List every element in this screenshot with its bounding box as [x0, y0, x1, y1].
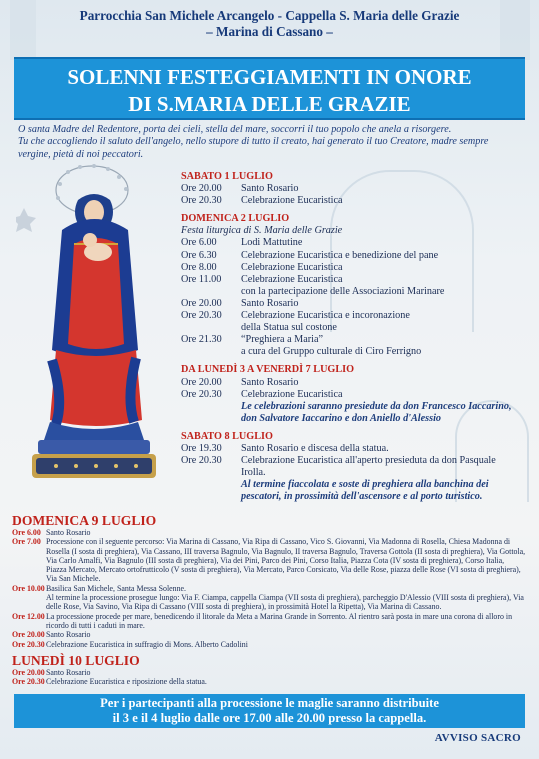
schedule-row [12, 528, 526, 537]
time: Ore 6.30 [181, 249, 217, 261]
schedule-row [181, 286, 521, 298]
schedule-row [12, 630, 526, 639]
section-title: LUNEDÌ 10 LUGLIO [12, 652, 140, 668]
time: Ore 20.30 [12, 639, 45, 649]
time: Ore 21.30 [181, 334, 222, 346]
star-icon [16, 208, 36, 232]
intro-line: O santa Madre del Redentore, porta dei cieli, stella del mare, soccorri il tuo popolo che anela a risorgere. [18, 124, 452, 135]
time [181, 322, 241, 334]
time [12, 593, 46, 612]
time: Ore 20.00 [181, 183, 222, 195]
time [181, 346, 241, 358]
schedule-row [181, 334, 521, 346]
event: a cura del Gruppo culturale di Ciro Ferrigno [241, 346, 422, 358]
event: della Statua sul costone [241, 322, 337, 334]
event: Santo Rosario e discesa della statua. [241, 442, 389, 454]
event: Celebrazione Eucaristica [241, 195, 343, 207]
section-title: SABATO 8 LUGLIO [181, 430, 273, 442]
intro-prayer [18, 124, 523, 161]
event: Processione con il seguente percorso: Via Marina di Cassano, Via Ripa di Cassano, Vico S. Giovanni, Via Madonna di Rosella, Chiesa Madonna di Rosella (I sosta di preghiera), Via Cassano, III traversa Bagnulo, Via Bagnulo, II traversa Bagnulo, Traversa Gottola (II sosta di preghiera), Via Gottola, Via Carlo Amalfi, Via Bagnulo (III sosta di preghiera), Via dei Pini, Parco dei Pini, Corso Italia, Piazza Cota (IV sosta di preghiera), Corso Italia, Piazza Mercato, Mercato ortofrutticolo (V sosta di preghiera), Via Mercato, Parco Corsicato, Via delle Rose, piazza delle Rose (VI sosta di preghiera), Via San Michele. [46, 537, 526, 584]
schedule-row [181, 389, 521, 401]
time: Ore 20.00 [181, 376, 222, 388]
madonna-statue-image [16, 160, 171, 485]
event: Santo Rosario [241, 297, 299, 309]
section-title: DOMENICA 9 LUGLIO [12, 513, 157, 528]
schedule-row [181, 298, 521, 310]
schedule-row [181, 183, 521, 195]
time: Ore 20.00 [12, 667, 45, 677]
event: Celebrazione Eucaristica e benedizione del pane [241, 249, 439, 261]
schedule-row [181, 322, 521, 334]
upper-schedule [181, 171, 521, 503]
time: Ore 20.30 [181, 310, 222, 322]
event: Celebrazione Eucaristica all'aperto presieduta da don Pasquale Irolla. [241, 455, 496, 479]
event: Basilica San Michele, Santa Messa Solenne. [46, 583, 187, 593]
time: Ore 11.00 [181, 273, 222, 285]
lower-schedule [12, 513, 526, 686]
time: Ore 6.00 [181, 237, 217, 249]
section-title: DA LUNEDÌ 3 A VENERDÌ 7 LUGLIO [181, 364, 355, 376]
event: Santo Rosario [241, 376, 299, 388]
schedule-row [12, 677, 526, 686]
event: Lodi Mattutine [241, 237, 303, 249]
time: Ore 6.00 [12, 528, 41, 537]
event: Santo Rosario [46, 630, 91, 640]
schedule-row [181, 237, 521, 249]
event: Al termine la processione prosegue lungo: Via F. Ciampa, cappella Ciampa (VII sosta di preghiera), parcheggio D'Alessio (VIII sosta di preghiera), Via delle Rose, Via Savino, Via Ripa di Cassano (VIII sosta di preghiera), in prossimità Hotel la Ripetta), Via Marina di Cassano. [46, 593, 524, 612]
schedule-row [181, 262, 521, 274]
schedule-row [181, 455, 521, 479]
event: Santo Rosario [241, 183, 299, 195]
event: Celebrazione Eucaristica [241, 261, 343, 273]
schedule-row [12, 668, 526, 677]
event: “Preghiera a Maria” [241, 334, 324, 346]
event: La processione procede per mare, benedicendo il litorale da Meta a Marina Grande in Sorrento. Al rientro sarà posta in mare una corona di alloro in ricordo di tutti i caduti in mare. [46, 611, 513, 630]
event: Celebrazione Eucaristica e incoronazione [241, 310, 410, 322]
event: Celebrazione Eucaristica e riposizione della statua. [46, 677, 207, 687]
time: Ore 12.00 [12, 611, 45, 621]
time: Ore 20.30 [181, 388, 222, 400]
event: Celebrazione Eucaristica in suffragio di Mons. Alberto Cadolini [46, 639, 248, 649]
time: Ore 10.00 [12, 583, 45, 593]
time: Ore 20.00 [181, 297, 222, 309]
schedule-row [12, 612, 526, 631]
event: Celebrazione Eucaristica [241, 273, 343, 285]
schedule-row [181, 195, 521, 207]
event: Celebrazione Eucaristica [241, 388, 343, 400]
intro-line: Tu che accogliendo il saluto dell'angelo, nello stupore di tutto il creato, hai generato il tuo Creatore, madre sempre [18, 136, 489, 148]
time: Ore 8.00 [181, 261, 217, 273]
time: Ore 20.30 [181, 195, 222, 207]
time: Ore 19.30 [181, 442, 222, 454]
section-title: DOMENICA 2 LUGLIO [181, 213, 290, 225]
schedule-row [181, 274, 521, 286]
event: Santo Rosario [46, 528, 91, 537]
schedule-row [181, 443, 521, 455]
banner-line-1: SOLENNI FESTEGGIAMENTI IN ONORE [67, 65, 472, 89]
time: Ore 20.30 [181, 455, 222, 467]
footer-line-1: Per i partecipanti alla processione le maglie saranno distribuite [100, 696, 439, 710]
celebrants-note: Le celebrazioni saranno presiedute da don Francesco Iaccarino, don Salvatore Iaccarino e don Aniello d'Alessio [241, 400, 512, 424]
schedule-row [181, 310, 521, 322]
schedule-row [181, 346, 521, 358]
avviso-sacro-label: AVVISO SACRO [434, 732, 521, 744]
feast-subtitle: Festa liturgica di S. Maria delle Grazie [181, 225, 343, 237]
parish-location: – Marina di Cassano – [206, 24, 333, 39]
schedule-row [181, 377, 521, 389]
event: Santo Rosario [46, 667, 91, 677]
distribution-banner [14, 694, 525, 728]
parish-header [0, 8, 539, 40]
banner-line-2: DI S.MARIA DELLE GRAZIE [128, 92, 411, 116]
schedule-row [12, 584, 526, 593]
time [181, 286, 241, 298]
section-title: SABATO 1 LUGLIO [181, 171, 273, 182]
procession-note: Al termine fiaccolata e soste di preghiera alla banchina dei pescatori, in prossimità dell'ascensore e al porto turistico. [241, 479, 489, 503]
footer-line-2: il 3 e il 4 luglio dalle ore 17.00 alle 20.00 presso la cappella. [112, 711, 427, 725]
event: con la partecipazione delle Associazioni Marinare [241, 285, 445, 297]
time: Ore 20.00 [12, 630, 45, 640]
intro-line: vergine, pietà di noi peccatori. [18, 148, 144, 160]
schedule-row [181, 250, 521, 262]
schedule-row [12, 593, 526, 612]
schedule-row [12, 640, 526, 649]
title-banner [14, 57, 525, 120]
time: Ore 20.30 [12, 677, 45, 687]
schedule-row [12, 537, 526, 583]
time: Ore 7.00 [12, 537, 41, 547]
parish-name: Parrocchia San Michele Arcangelo - Cappella S. Maria delle Grazie [79, 8, 460, 23]
